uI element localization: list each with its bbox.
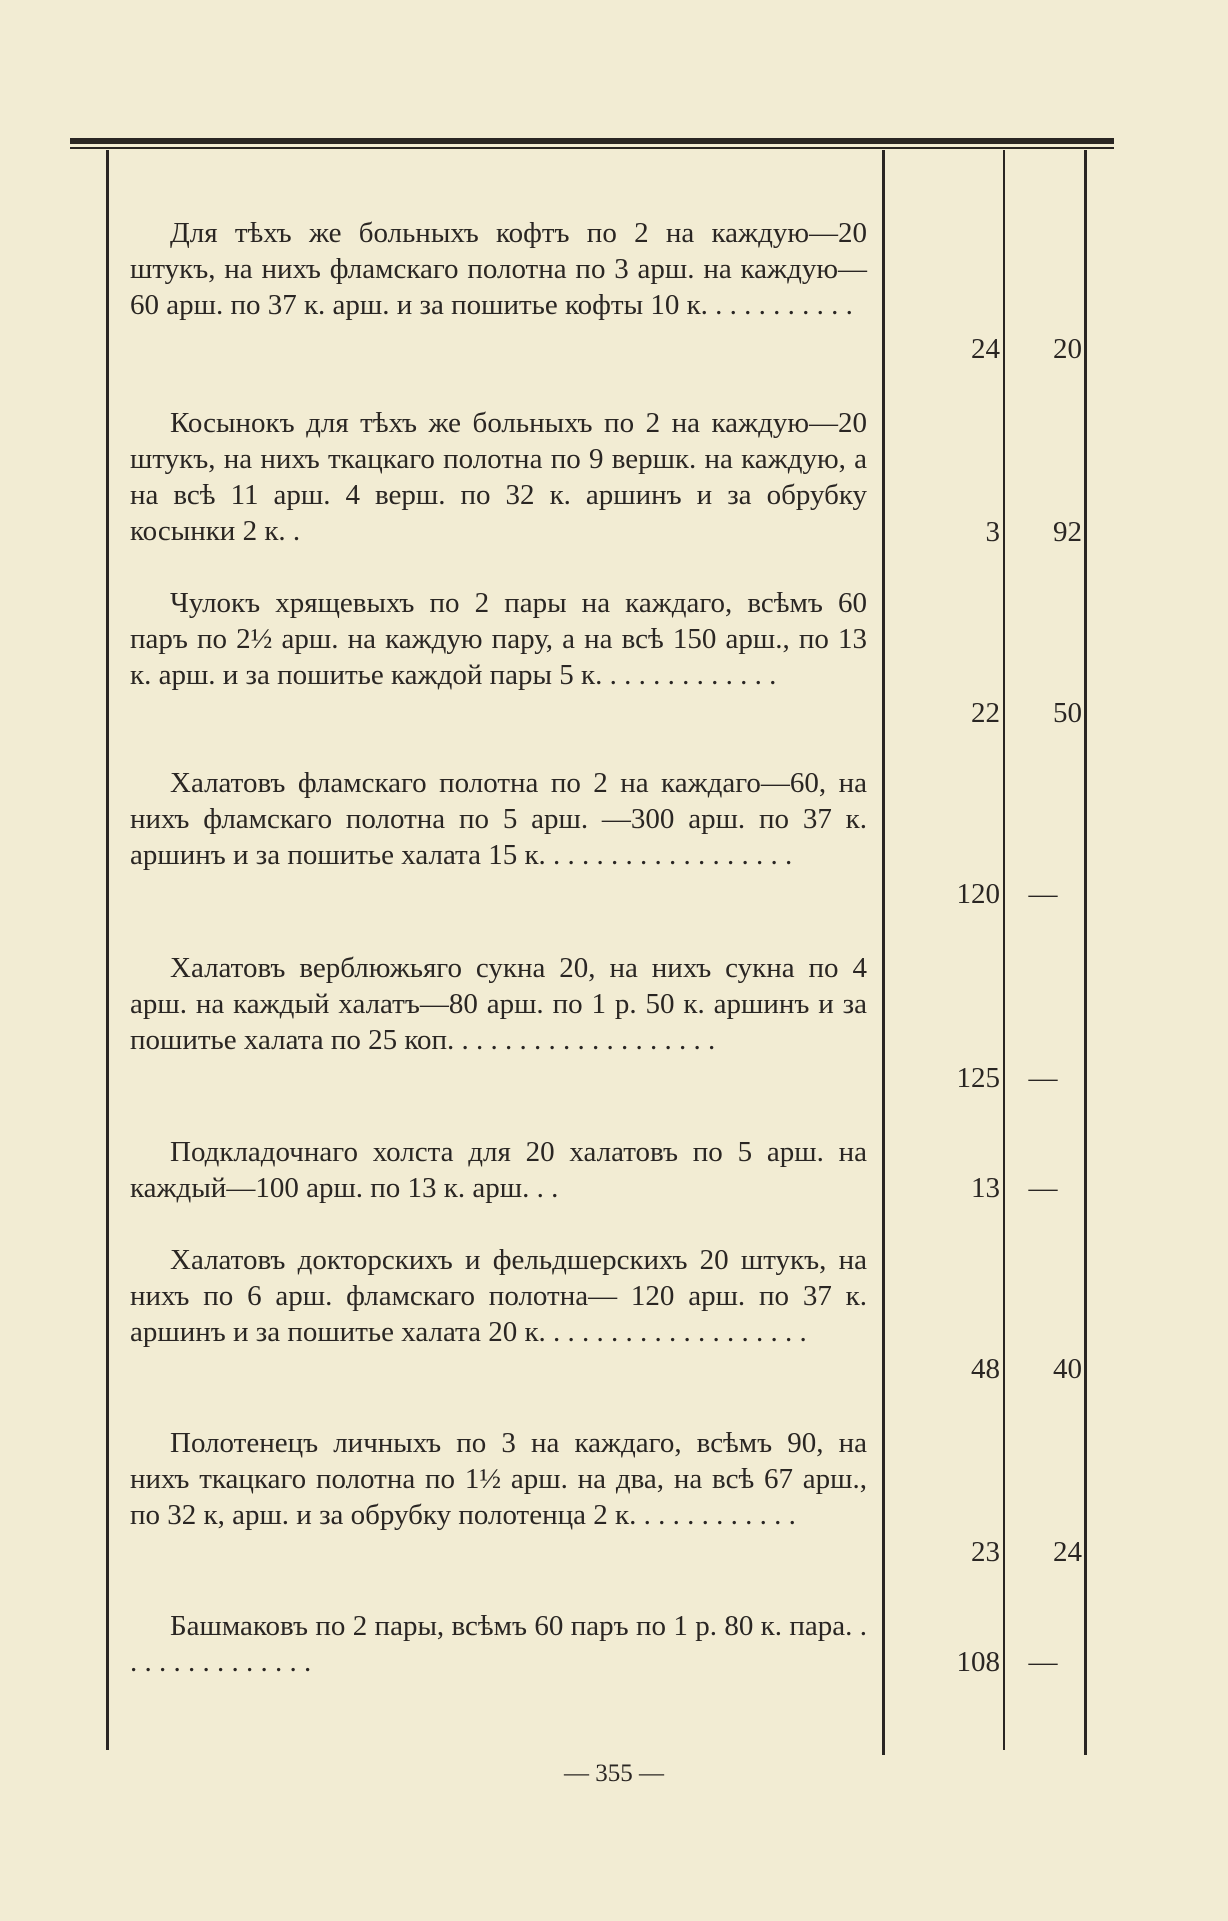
kopecks-7: 40 [1053, 1353, 1082, 1385]
rubles-1: 24 [971, 333, 1000, 365]
rubles-6: 13 [971, 1172, 1000, 1204]
left-border [106, 150, 109, 1750]
kopecks-8: 24 [1053, 1536, 1082, 1568]
kopecks-5: — [1028, 1062, 1058, 1094]
entry-3: Чулокъ хрящевыхъ по 2 пары на каждаго, всѣмъ 60 паръ по 2½ арш. на каждую пару, а на всѣ 150 арш., по 13 к. арш. и за пошитье каждой пары 5 к. . . . . . . . . . . . . [130, 587, 867, 691]
entry-4: Халатовъ фламскаго полотна по 2 на каждаго—60, на нихъ фламскаго полотна по 5 арш. —300 арш. по 37 к. аршинъ и за пошитье халата 15 к. . . . . . . . . . . . . . . . . . [130, 767, 867, 871]
rubles-3: 22 [971, 697, 1000, 729]
rubles-9: 108 [956, 1646, 1000, 1678]
top-rule-thin [70, 147, 1114, 149]
kopecks-4: — [1028, 878, 1058, 910]
rubles-2: 3 [985, 516, 1000, 548]
entry-2: Косынокъ для тѣхъ же больныхъ по 2 на каждую—20 штукъ, на нихъ ткацкаго полотна по 9 вершк. на каждую, а на всѣ 11 арш. 4 верш. по 32 к. аршинъ и за обрубку косынки 2 к. . [130, 407, 867, 547]
kopecks-3: 50 [1053, 697, 1082, 729]
kopecks-1: 20 [1053, 333, 1082, 365]
text-column-border [882, 150, 885, 1755]
kopecks-6: — [1028, 1172, 1058, 1204]
kopecks-2: 92 [1053, 516, 1082, 548]
entry-5: Халатовъ верблюжьяго сукна 20, на нихъ сукна по 4 арш. на каждый халатъ—80 арш. по 1 р. 50 к. аршинъ и за пошитье халата по 25 коп. . . . . . . . . . . . . . . . . . . [130, 952, 867, 1056]
rubles-5: 125 [956, 1062, 1000, 1094]
right-border [1084, 150, 1087, 1755]
entry-6: Подкладочнаго холста для 20 халатовъ по 5 арш. на каждый—100 арш. по 13 к. арш. . . [130, 1136, 867, 1204]
rubles-8: 23 [971, 1536, 1000, 1568]
rubles-4: 120 [956, 878, 1000, 910]
rubles-7: 48 [971, 1353, 1000, 1385]
kopecks-9: — [1028, 1646, 1058, 1678]
entry-7: Халатовъ докторскихъ и фельдшерскихъ 20 штукъ, на нихъ по 6 арш. фламскаго полотна— 120 арш. по 37 к. аршинъ и за пошитье халата 20 к. . . . . . . . . . . . . . . . . . . [130, 1244, 867, 1348]
page-number: — 355 — [564, 1760, 664, 1787]
entry-8: Полотенецъ личныхъ по 3 на каждаго, всѣмъ 90, на нихъ ткацкаго полотна по 1½ арш. на два, на всѣ 67 арш., по 32 к, арш. и за обрубку полотенца 2 к. . . . . . . . . . . . [130, 1427, 867, 1531]
entry-1: Для тѣхъ же больныхъ кофтъ по 2 на каждую—20 штукъ, на нихъ фламскаго полотна по 3 арш. на каждую—60 арш. по 37 к. арш. и за пошитье кофты 10 к. . . . . . . . . . . [130, 217, 867, 321]
rubles-column-border [1003, 150, 1005, 1750]
entry-9: Башмаковъ по 2 пары, всѣмъ 60 паръ по 1 р. 80 к. пара. . . . . . . . . . . . . . . [130, 1610, 867, 1678]
top-rule [70, 138, 1114, 144]
